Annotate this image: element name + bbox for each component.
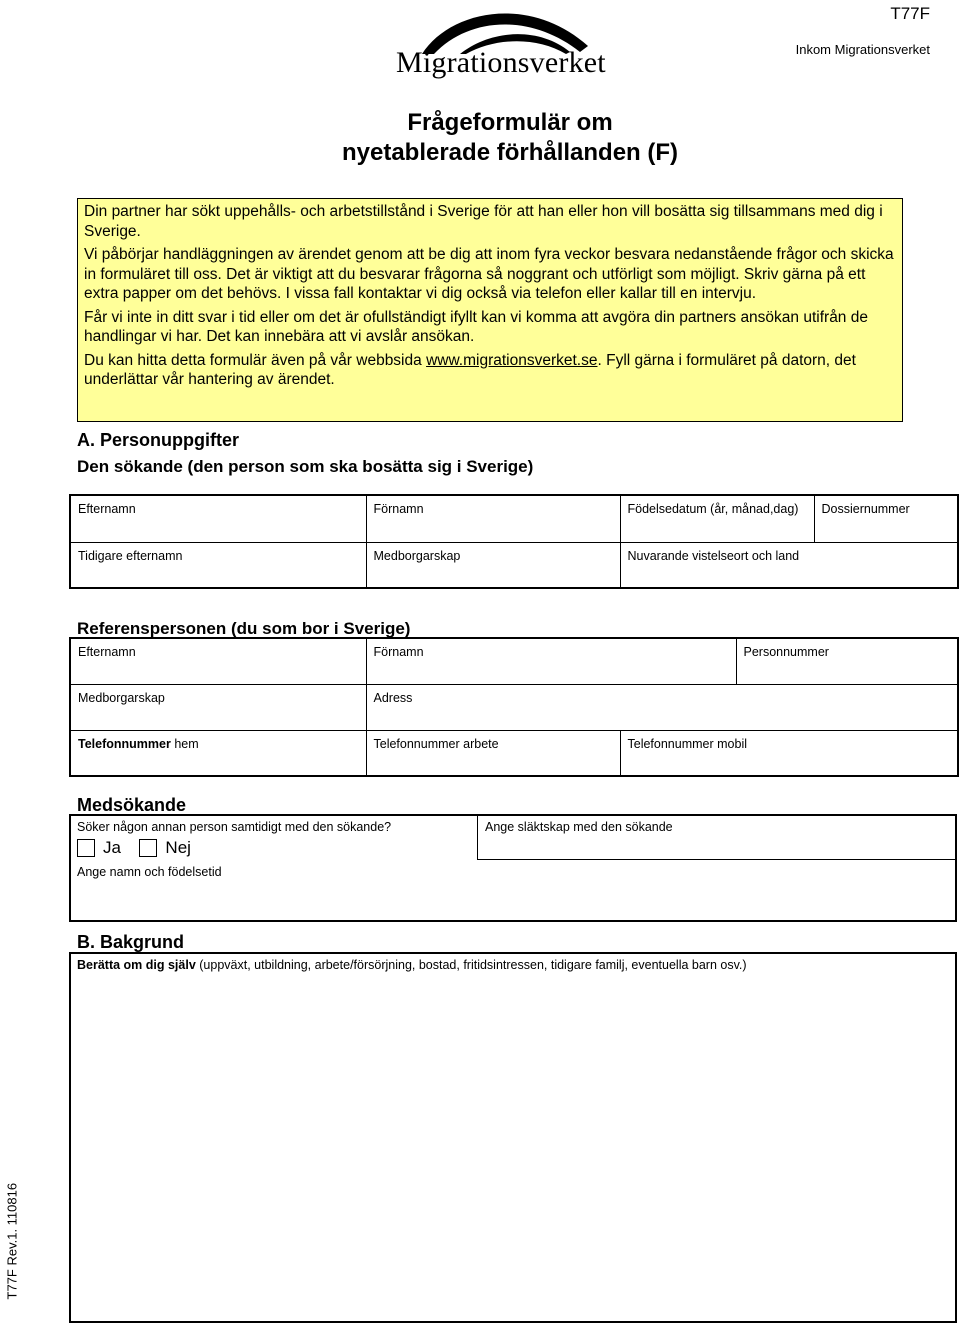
reference-phone-mobile-field[interactable]: Telefonnummer mobil <box>620 730 958 776</box>
applicant-dossier-field[interactable]: Dossiernummer <box>814 495 958 542</box>
applicant-citizenship-field[interactable]: Medborgarskap <box>366 542 620 588</box>
applicant-firstname-field[interactable]: Förnamn <box>366 495 620 542</box>
applicant-subheading: Den sökande (den person som ska bosätta sig i Sverige) <box>77 457 534 476</box>
coapplicant-heading: Medsökande <box>77 795 187 815</box>
section-a-heading: A. Personuppgifter <box>77 430 240 450</box>
revision-label: T77F Rev.1. 110816 <box>4 1182 20 1300</box>
reference-surname-field[interactable]: Efternamn <box>70 638 366 684</box>
names-birthdates-label: Ange namn och födelsetid <box>77 865 222 879</box>
intro-info-box <box>77 198 903 422</box>
reference-firstname-field[interactable]: Förnamn <box>366 638 736 684</box>
intro-paragraph-4: Du kan hitta detta formulär även på vår webbsida www.migrationsverket.se. Fyll gärna i formuläret på datorn, det underlättar vår hantering av ärendet. <box>84 351 856 388</box>
website-link[interactable]: www.migrationsverket.se <box>426 351 598 369</box>
intro-paragraph-2: Vi påbörjar handläggningen av ärendet genom att be dig att inom fyra veckor besvara nedanstående frågor och skicka in formuläret till oss. Det är viktigt att du besvarar frågorna så noggrant och utförligt som möjligt. Skriv gärna på ett extra papper om det behövs. I vissa fall kontaktar vi dig också via telefon eller kallar till en intervju. <box>84 246 894 302</box>
coapplicant-question: Söker någon annan person samtidigt med den sökande? <box>77 820 392 834</box>
form-code: T77F <box>890 4 930 23</box>
background-prompt: Berätta om dig själv (uppväxt, utbildning, arbete/försörjning, bostad, fritidsintressen, tidigare familj, eventuella barn osv.) <box>77 958 747 972</box>
applicant-previous-surname-field[interactable]: Tidigare efternamn <box>70 542 366 588</box>
no-label: Nej <box>165 838 191 857</box>
applicant-surname-field[interactable]: Efternamn <box>70 495 366 542</box>
intro-paragraph-3: Får vi inte in ditt svar i tid eller om det är ofullständigt ifyllt kan vi komma att avgöra din partners ansökan utifrån de handlingar vi har. Det kan innebära att vi avslår ansökan. <box>84 308 868 345</box>
reference-phone-work-field[interactable]: Telefonnummer arbete <box>366 730 620 776</box>
no-checkbox[interactable] <box>139 839 157 857</box>
applicant-table <box>69 494 959 589</box>
yes-label: Ja <box>103 838 121 857</box>
relation-label: Ange släktskap med den sökande <box>485 820 673 834</box>
page-title <box>0 108 960 168</box>
reference-personal-number-field[interactable]: Personnummer <box>736 638 958 684</box>
intro-paragraph-1: Din partner har sökt uppehålls- och arbetstillstånd i Sverige för att han eller hon vill bosätta sig tillsammans med dig i Sverige. <box>84 203 883 240</box>
reference-heading: Referenspersonen (du som bor i Sverige) <box>77 619 411 638</box>
title-line-2: nyetablerade förhållanden (F) <box>341 139 679 166</box>
reference-table <box>69 637 959 777</box>
section-b-heading: B. Bakgrund <box>77 932 185 952</box>
reference-citizenship-field[interactable]: Medborgarskap <box>70 684 366 730</box>
reference-address-field[interactable]: Adress <box>366 684 958 730</box>
received-stamp-label: Inkom Migrationsverket <box>795 42 930 57</box>
logo-wordmark: Migrationsverket <box>396 46 606 79</box>
coapplicant-options <box>77 838 205 858</box>
yes-checkbox[interactable] <box>77 839 95 857</box>
applicant-current-residence-field[interactable]: Nuvarande vistelseort och land <box>620 542 958 588</box>
applicant-birthdate-field[interactable]: Födelsedatum (år, månad,dag) <box>620 495 814 542</box>
title-line-1: Frågeformulär om <box>407 109 613 136</box>
background-textarea[interactable] <box>69 952 957 1323</box>
reference-phone-home-field[interactable]: Telefonnummer hem <box>70 730 366 776</box>
